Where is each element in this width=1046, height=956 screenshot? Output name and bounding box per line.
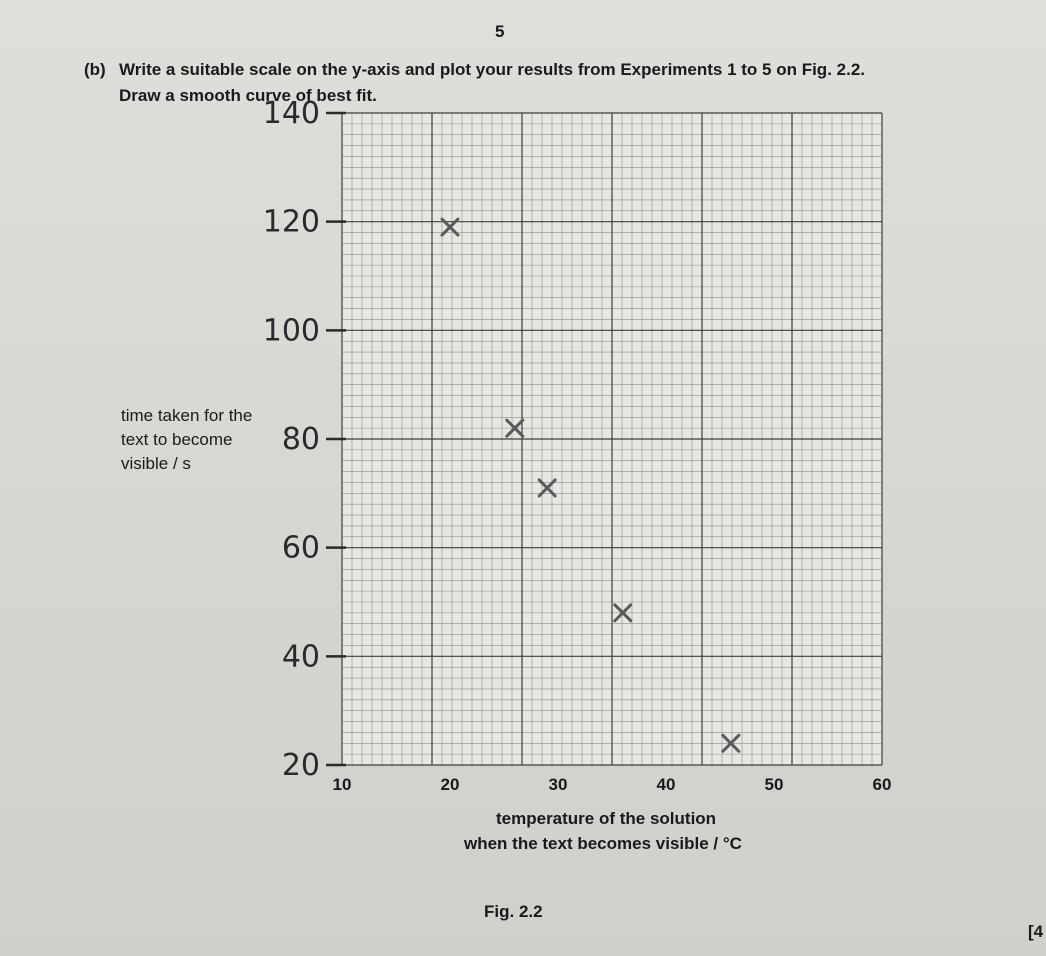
y-tick-label: 40 [281, 639, 320, 675]
x-axis-label-line-2: when the text becomes visible / °C [464, 834, 742, 853]
instruction-line-2: Draw a smooth curve of best fit. [119, 86, 377, 105]
y-tick-label: 100 [262, 313, 320, 349]
figure-caption: Fig. 2.2 [484, 902, 543, 921]
y-tick-label: 140 [262, 96, 320, 131]
x-tick-label: 20 [440, 775, 460, 794]
x-tick-label: 40 [656, 775, 676, 794]
y-tick-label: 60 [281, 530, 320, 566]
x-tick-label: 30 [548, 775, 568, 794]
y-axis-label-line: visible / s [121, 454, 191, 473]
x-axis-label-line-1: temperature of the solution [496, 809, 717, 828]
x-tick-label: 10 [332, 775, 352, 794]
y-axis-label-line: time taken for the [121, 406, 253, 425]
y-tick-label: 80 [281, 422, 320, 457]
y-axis-label-line: text to become [121, 430, 233, 449]
y-axis-handwritten-scale [263, 96, 320, 783]
part-label: (b) [84, 60, 106, 79]
marks-allocation: [4 [1028, 922, 1044, 941]
y-tick-label: 120 [262, 204, 320, 240]
instruction-line-1: Write a suitable scale on the y-axis and plot your results from Experiments 1 to 5 on Fig. 2.2. [119, 60, 865, 79]
x-tick-label: 50 [764, 775, 784, 794]
x-tick-label: 60 [872, 775, 892, 794]
x-axis-tick-labels [333, 775, 892, 794]
page-number: 5 [495, 22, 505, 41]
y-tick-label: 20 [281, 748, 320, 783]
